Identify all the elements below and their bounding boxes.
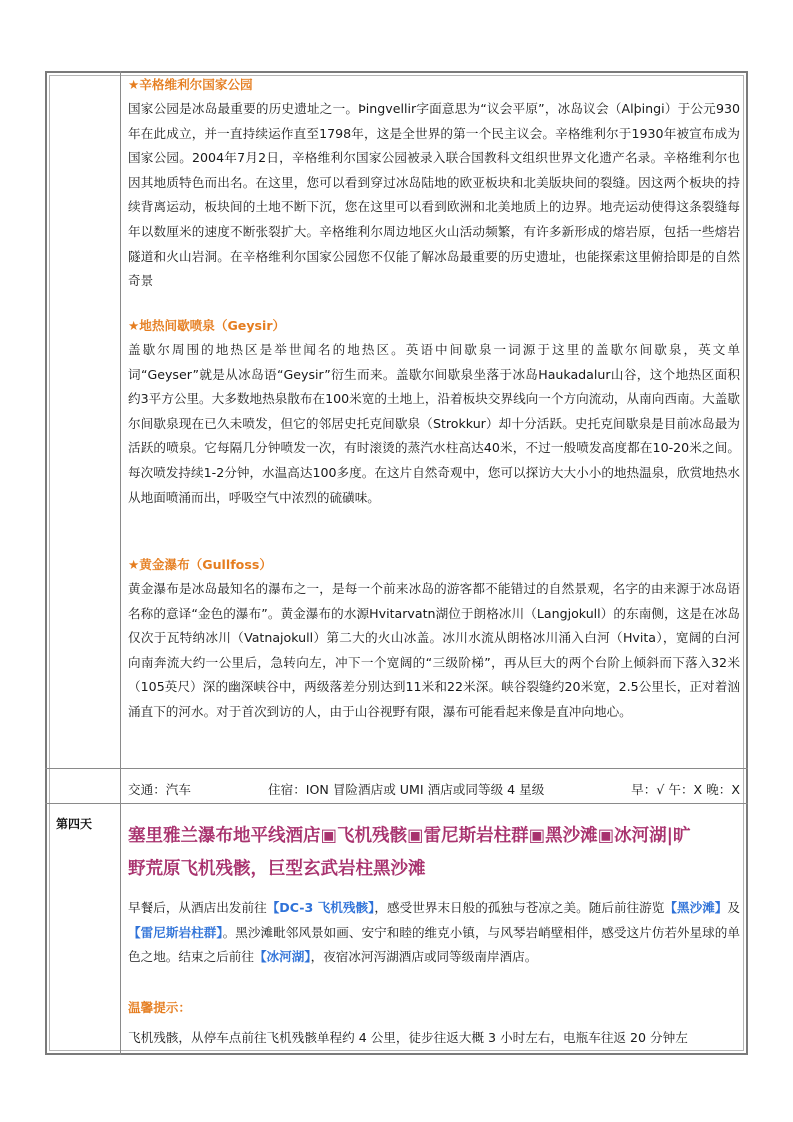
transport-meals: 早：√ 午：X 晚：X: [631, 782, 740, 797]
day-title-line2: 野荒原飞机残骸，巨型玄武岩柱黑沙滩: [128, 859, 426, 879]
transport-row: [128, 779, 740, 799]
tips-title: 温馨提示：: [128, 999, 191, 1015]
section-title: ★地热间歇喷泉（Geysir）: [128, 318, 286, 333]
section-body: 盖歇尔周围的地热区是举世闻名的地热区。英语中间歇泉一词源于这里的盖歇尔间歇泉，英文单词“Geyser”就是从冰岛语“Geysir”衍生而来。盖歇尔间歇泉坐落于冰岛Haukadalur山谷，这个地热区面积约3平方公里。大多数地热泉散布在100米宽的土地上，沿着板块交界线向一个方向流动，从南向西南。大盖歇尔间歇泉现在已久未喷发，但它的邻居史托克间歇泉（Strokkur）却十分活跃。史托克间歇泉是目前冰岛最为活跃的喷泉。它每隔几分钟喷发一次，有时滚烫的蒸汽水柱高达40米，不过一般喷发高度都在10-20米之间。每次喷发持续1-2分钟，水温高达100多度。在这片自然奇观中，您可以探访大大小小的地热温泉，欣赏地热水从地面喷涌而出，呼吸空气中浓烈的硫磺味。: [128, 342, 740, 505]
section-title: ★黄金瀑布（Gullfoss）: [128, 557, 272, 572]
column-divider: [120, 71, 121, 1055]
section-body: 国家公园是冰岛最重要的历史遗址之一。Þingvellir字面意思为“议会平原”，冰岛议会（Alþingi）于公元930年在此成立，并一直持续运作直至1798年，这是全世界的第一个民主议会。辛格维利尔于1930年被宣布成为国家公园。2004年7月2日，辛格维利尔国家公园被录入联合国教科文组织世界文化遗产名录。辛格维利尔也因其地质特色而出名。在这里，您可以看到穿过冰岛陆地的欧亚板块和北美版块间的裂缝。因这两个板块的持续背离运动，板块间的土地不断下沉，您在这里可以看到欧洲和北美地质上的边界。地壳运动使得这条裂缝每年以数厘米的速度不断张裂扩大。辛格维利尔周边地区火山活动频繁，有许多新形成的熔岩原，包括一些熔岩隧道和火山岩洞。在辛格维利尔国家公园您不仅能了解冰岛最重要的历史遗址，也能探索这里俯拾即是的自然奇景: [128, 101, 740, 289]
tag-glacier-lagoon: 【冰河湖】: [253, 949, 311, 965]
text-run: 及: [727, 900, 741, 915]
section-gullfoss: [128, 553, 740, 725]
section-thingvellir: [128, 73, 740, 294]
tag-black-beach: 【黑沙滩】: [664, 900, 728, 915]
section-body: 黄金瀑布是冰岛最知名的瀑布之一，是每一个前来冰岛的游客都不能错过的自然景观，名字的由来源于冰岛语名称的意译“金色的瀑布”。黄金瀑布的水源Hvitarvatn湖位于朗格冰川（Langjokull）的东南侧，这是在冰岛仅次于瓦特纳冰川（Vatnajokull）第二大的火山冰盖。冰川水流从朗格冰川涌入白河（Hvita），宽阔的白河向南奔流大约一公里后，急转向左，冲下一个宽阔的“三级阶梯”，再从巨大的两个台阶上倾斜而下落入32米（105英尺）深的幽深峡谷中，两级落差分别达到11米和22米深。峡谷裂缝约20米宽，2.5公里长，正对着汹涌直下的河水。对于首次到访的人，由于山谷视野有限，瀑布可能看起来像是直冲向地心。: [128, 581, 740, 719]
transport-stay: 住宿：ION 冒险酒店或 UMI 酒店或同等级 4 星级: [268, 782, 545, 797]
day-title: [128, 820, 748, 886]
section-title: ★辛格维利尔国家公园: [128, 77, 253, 92]
day-title-line1: 塞里雅兰瀑布地平线酒店▣飞机残骸▣雷尼斯岩柱群▣黑沙滩▣冰河湖|旷: [128, 826, 691, 846]
tag-dc3-wreck: 【DC-3 飞机残骸】: [266, 900, 375, 915]
section-geysir: [128, 314, 740, 510]
text-run: ，夜宿冰河泻湖酒店或同等级南岸酒店。: [310, 949, 538, 965]
day-label: 第四天: [56, 817, 93, 831]
row-divider-transport: [45, 768, 748, 769]
tag-reynisdrangar: 【雷尼斯岩柱群】: [128, 924, 223, 940]
text-run: 。黑沙滩毗邻风景如画、安宁和睦的维克小镇，与风琴岩峭壁相伴，感受这片仿若外星球的单色之地。结束之后前往: [128, 924, 741, 965]
transport-traffic: 交通：汽车: [128, 782, 191, 797]
day4-itinerary: [128, 896, 740, 970]
day4-content: [128, 896, 740, 1050]
tips-body: 飞机残骸，从停车点前往飞机残骸单程约 4 公里，徒步往返大概 3 小时左右，电瓶车往返 20 分钟左: [128, 1029, 688, 1045]
text-run: ，感受世界末日般的孤独与苍凉之美。随后前往游览: [374, 900, 665, 915]
text-run: 早餐后，从酒店出发前往: [128, 900, 267, 915]
row-divider-day4: [45, 803, 748, 804]
